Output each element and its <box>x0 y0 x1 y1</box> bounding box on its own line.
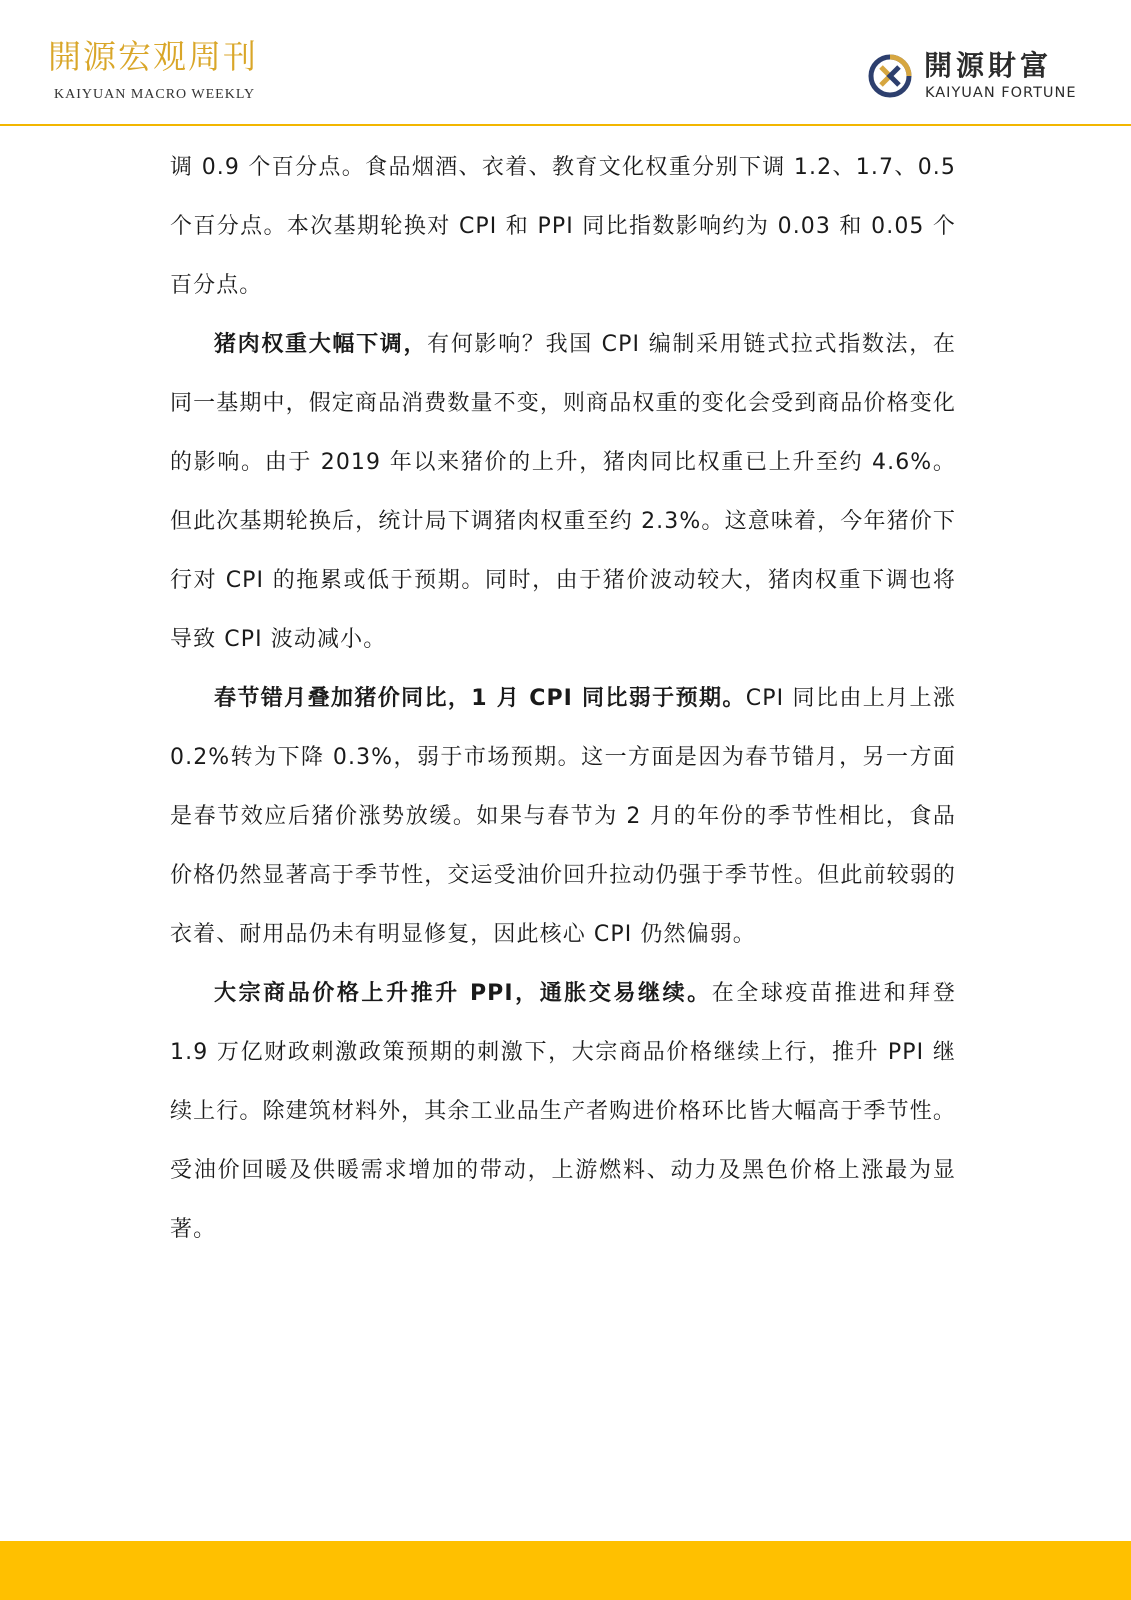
brand-title-cn: 開源宏观周刊 <box>48 37 258 76</box>
logo-text-cn: 開源財富 <box>924 49 1053 82</box>
paragraph-weights <box>170 138 956 315</box>
paragraph-lead: 春节错月叠加猪价同比，1 月 CPI 同比弱于预期。 <box>214 686 746 711</box>
paragraph-lead: 大宗商品价格上升推升 PPI，通胀交易继续。 <box>214 981 712 1006</box>
header-divider <box>0 124 1131 126</box>
kaiyuan-logo-icon <box>866 52 914 100</box>
footer-bar <box>0 1541 1131 1600</box>
brand-title-en: KAIYUAN MACRO WEEKLY <box>54 87 256 102</box>
paragraph-text: CPI 同比由上月上涨 0.2%转为下降 0.3%，弱于市场预期。这一方面是因为春节错月，另一方面是春节效应后猪价涨势放缓。如果与春节为 2 月的年份的季节性相比，食品价格仍然显著高于季节性，交运受油价回升拉动仍强于季节性。但此前较弱的衣着、耐用品仍未有明显修复，因此核心 CPI 仍然偏弱。 <box>170 686 956 947</box>
paragraph-text: 在全球疫苗推进和拜登 1.9 万亿财政刺激政策预期的刺激下，大宗商品价格继续上行，推升 PPI 继续上行。除建筑材料外，其余工业品生产者购进价格环比皆大幅高于季节性。受油价回暖及供暖需求增加的带动，上游燃料、动力及黑色价格上涨最为显著。 <box>170 981 956 1242</box>
logo-text-en: KAIYUAN FORTUNE <box>925 85 1077 101</box>
paragraph-ppi-commodities <box>170 964 956 1259</box>
paragraph-text: 有何影响？我国 CPI 编制采用链式拉式指数法，在同一基期中，假定商品消费数量不变，则商品权重的变化会受到商品价格变化的影响。由于 2019 年以来猪价的上升，猪肉同比权重已上升至约 4.6%。但此次基期轮换后，统计局下调猪肉权重至约 2.3%。这意味着，今年猪价下行对 CPI 的拖累或低于预期。同时，由于猪价波动较大，猪肉权重下调也将导致 CPI 波动减小。 <box>170 332 956 652</box>
page-header <box>0 0 1131 126</box>
article-body <box>170 138 956 1259</box>
paragraph-text: 调 0.9 个百分点。食品烟酒、衣着、教育文化权重分别下调 1.2、1.7、0.5 个百分点。本次基期轮换对 CPI 和 PPI 同比指数影响约为 0.03 和 0.05 个百分点。 <box>170 155 956 298</box>
paragraph-pork-weight <box>170 315 956 669</box>
paragraph-lead: 猪肉权重大幅下调， <box>214 332 428 357</box>
paragraph-cpi-january <box>170 669 956 964</box>
